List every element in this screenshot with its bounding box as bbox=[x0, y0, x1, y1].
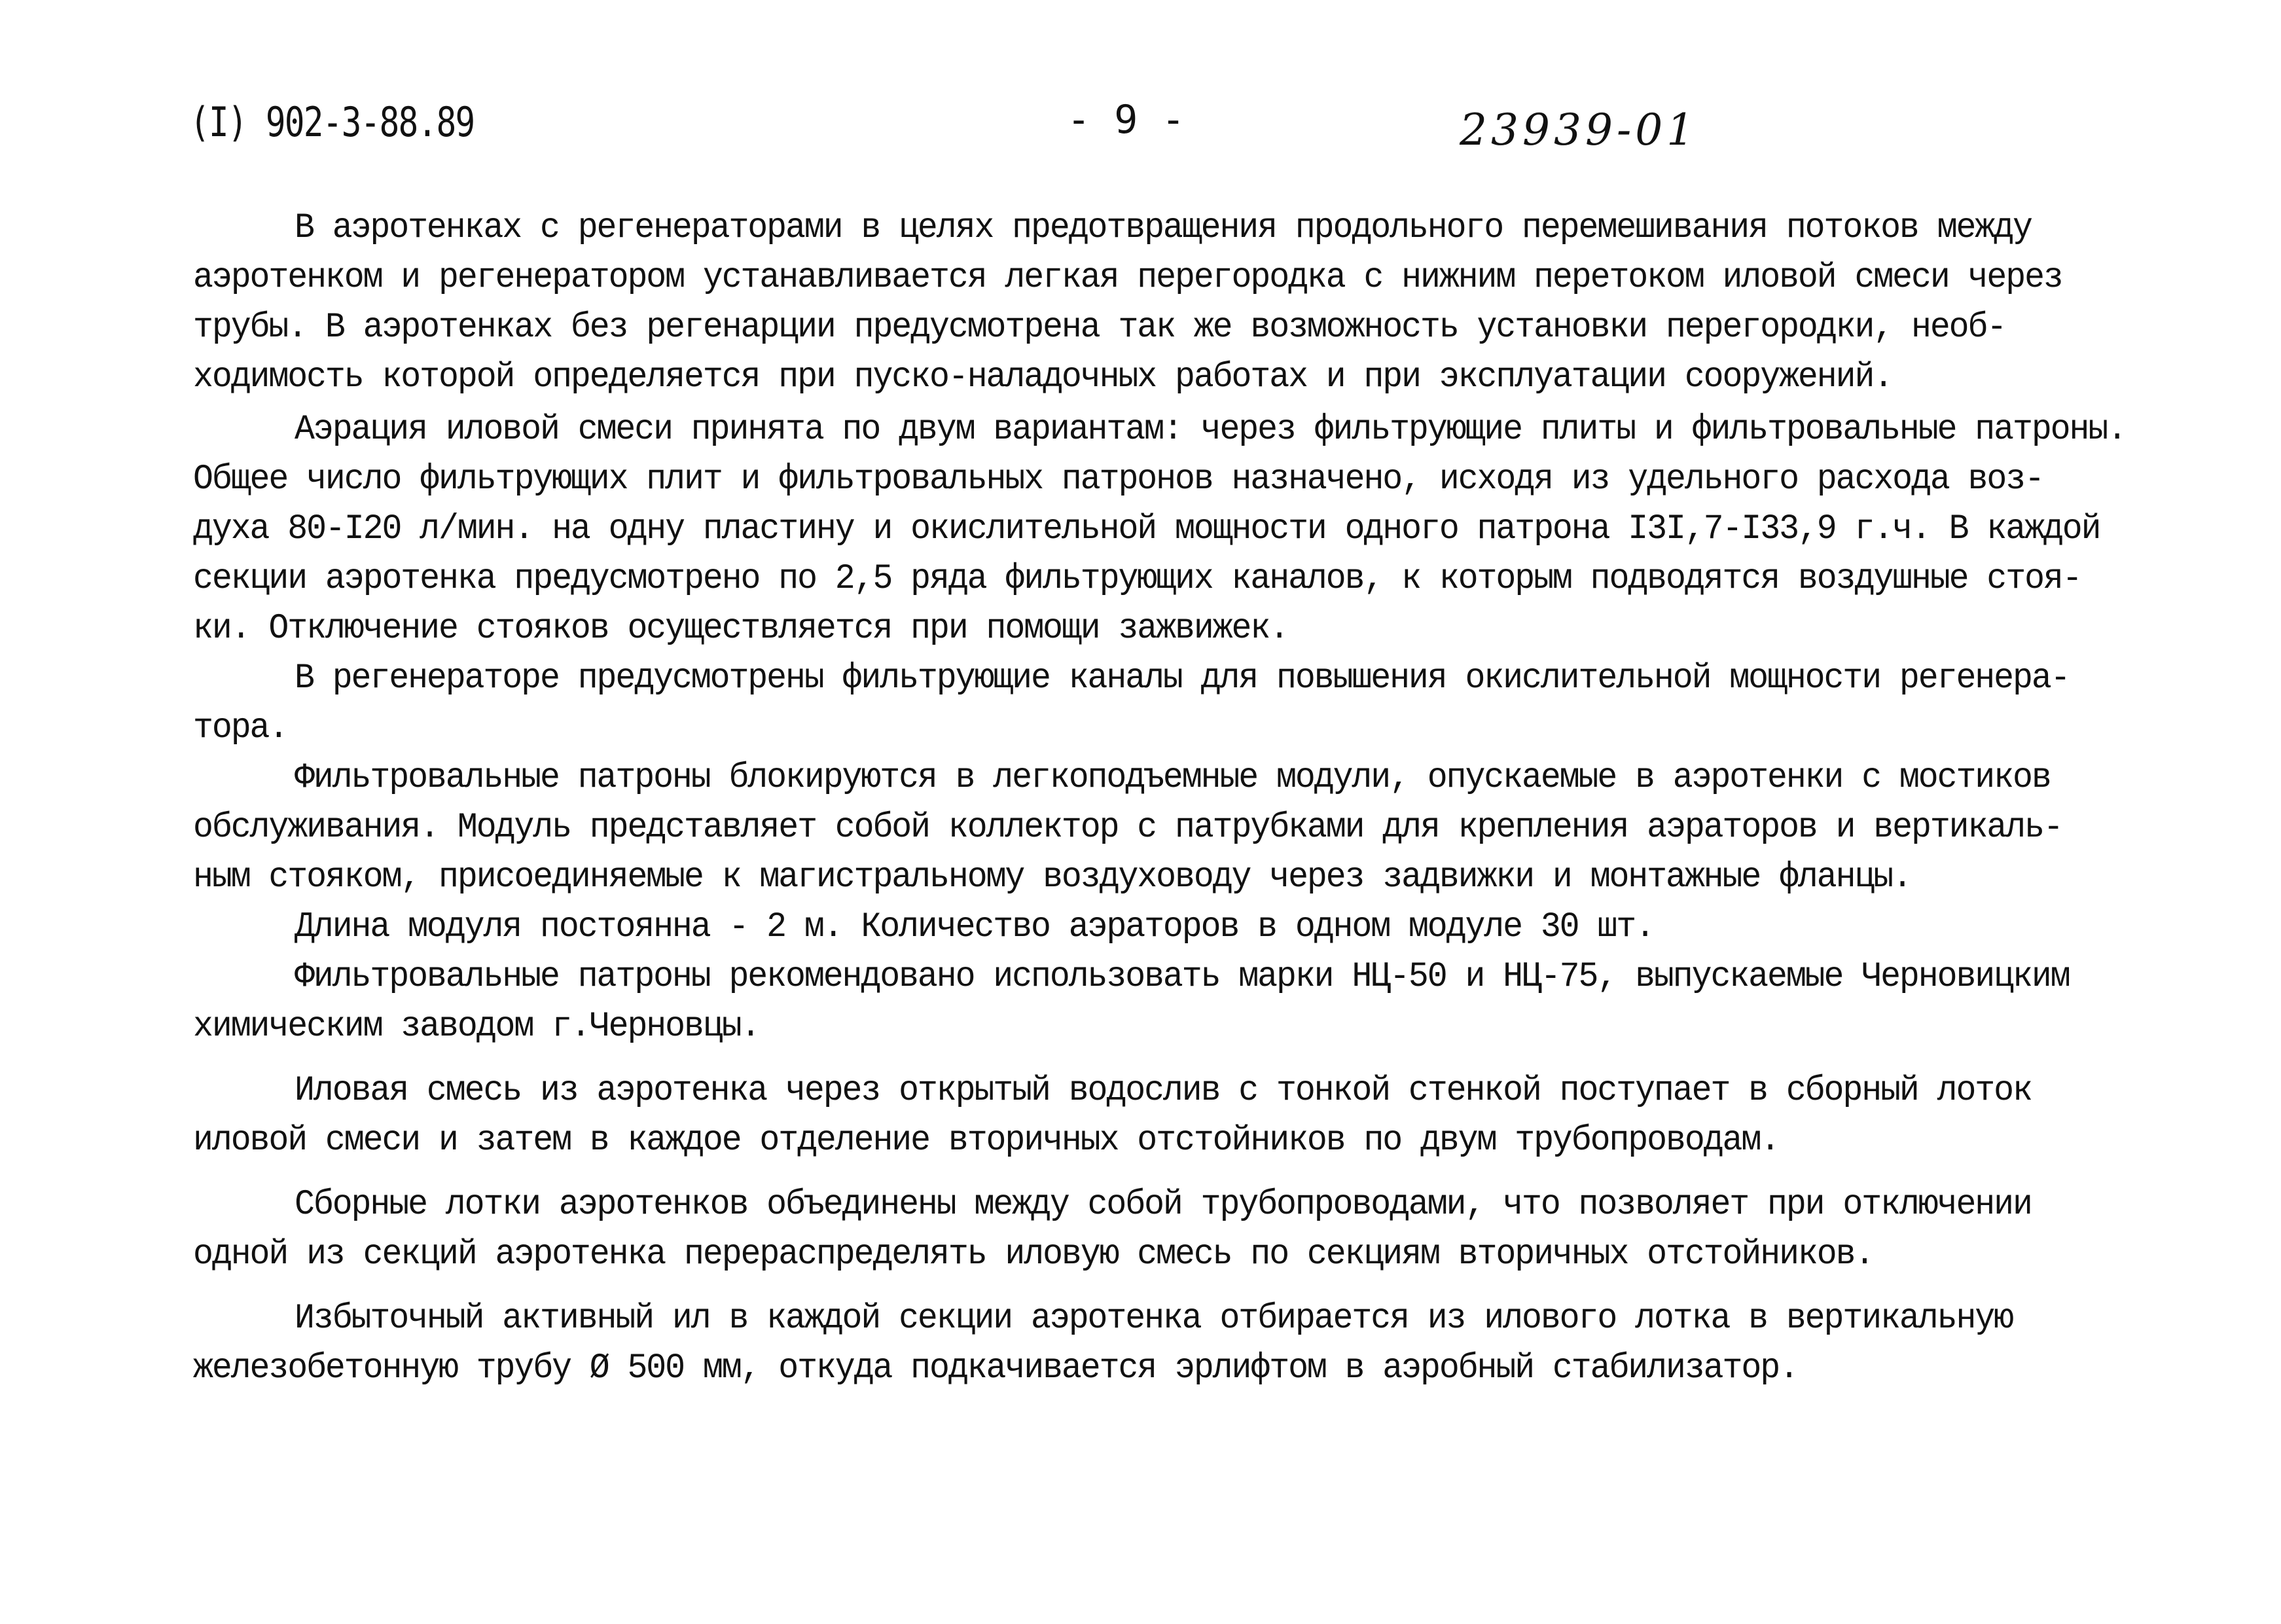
text-line: В аэротенках с регенераторами в целях предотвращения продольного перемешивания потоков между bbox=[295, 208, 2032, 248]
text-line: Иловая смесь из аэротенка через открытый водослив с тонкой стенкой поступает в сборный лоток bbox=[295, 1071, 2032, 1111]
text-line: одной из секций аэротенка перераспределять иловую смесь по секциям вторичных отстойников. bbox=[193, 1235, 1874, 1274]
text-line: Фильтровальные патроны блокируются в легкоподъемные модули, опускаемые в аэротенки с мостиков bbox=[295, 758, 2051, 798]
text-line: обслуживания. Модуль представляет собой коллектор с патрубками для крепления аэраторов и вертикаль- bbox=[193, 808, 2062, 848]
text-line: Длина модуля постоянна - 2 м. Количество аэраторов в одном модуле 30 шт. bbox=[295, 907, 1654, 947]
text-line: химическим заводом г.Черновцы. bbox=[193, 1007, 760, 1047]
text-line: Фильтровальные патроны рекомендовано использовать марки НЦ-50 и НЦ-75, выпускаемые Черновицким bbox=[295, 957, 2070, 997]
text-line: тора. bbox=[193, 708, 288, 748]
text-line: В регенераторе предусмотрены фильтрующие каналы для повышения окислительной мощности регенера- bbox=[295, 659, 2070, 698]
text-line: Общее число фильтрующих плит и фильтровальных патронов назначено, исходя из удельного расхода воз- bbox=[193, 460, 2043, 499]
text-line: духа 80-I20 л/мин. на одну пластину и окислительной мощности одного патрона I3I,7-I33,9 г.ч. В каждой bbox=[193, 509, 2100, 549]
text-line: ходимость которой определяется при пуско-наладочных работах и при эксплуатации сооружений. bbox=[193, 357, 1893, 397]
text-line: Избыточный активный ил в каждой секции аэротенка отбирается из илового лотка в вертикальную bbox=[295, 1299, 2013, 1339]
registration-number: 23939-01 bbox=[1460, 105, 1698, 155]
document-code: (I) 902-3-88.89 bbox=[190, 98, 475, 146]
text-line: иловой смеси и затем в каждое отделение вторичных отстойников по двум трубопроводам. bbox=[193, 1121, 1780, 1161]
text-line: ным стояком, присоединяемые к магистральному воздуховоду через задвижки и монтажные фланцы. bbox=[193, 857, 1911, 897]
text-line: ки. Отключение стояков осуществляется при помощи зажвижек. bbox=[193, 609, 1289, 649]
text-line: Аэрация иловой смеси принята по двум вариантам: через фильтрующие плиты и фильтровальные патроны. bbox=[295, 410, 2127, 450]
text-line: железобетонную трубу Ø 500 мм, откуда подкачивается эрлифтом в аэробный стабилизатор. bbox=[193, 1348, 1798, 1388]
text-line: трубы. В аэротенках без регенарции предусмотрена так же возможность установки перегородки, необ- bbox=[193, 308, 2006, 348]
page-number: - 9 - bbox=[1067, 97, 1185, 143]
text-line: аэротенком и регенератором устанавливается легкая перегородка с нижним перетоком иловой смеси через bbox=[193, 258, 2062, 298]
text-line: секции аэротенка предусмотрено по 2,5 ряда фильтрующих каналов, к которым подводятся воздушные стоя- bbox=[193, 559, 2081, 599]
text-line: Сборные лотки аэротенков объединены между собой трубопроводами, что позволяет при отключении bbox=[295, 1185, 2032, 1225]
